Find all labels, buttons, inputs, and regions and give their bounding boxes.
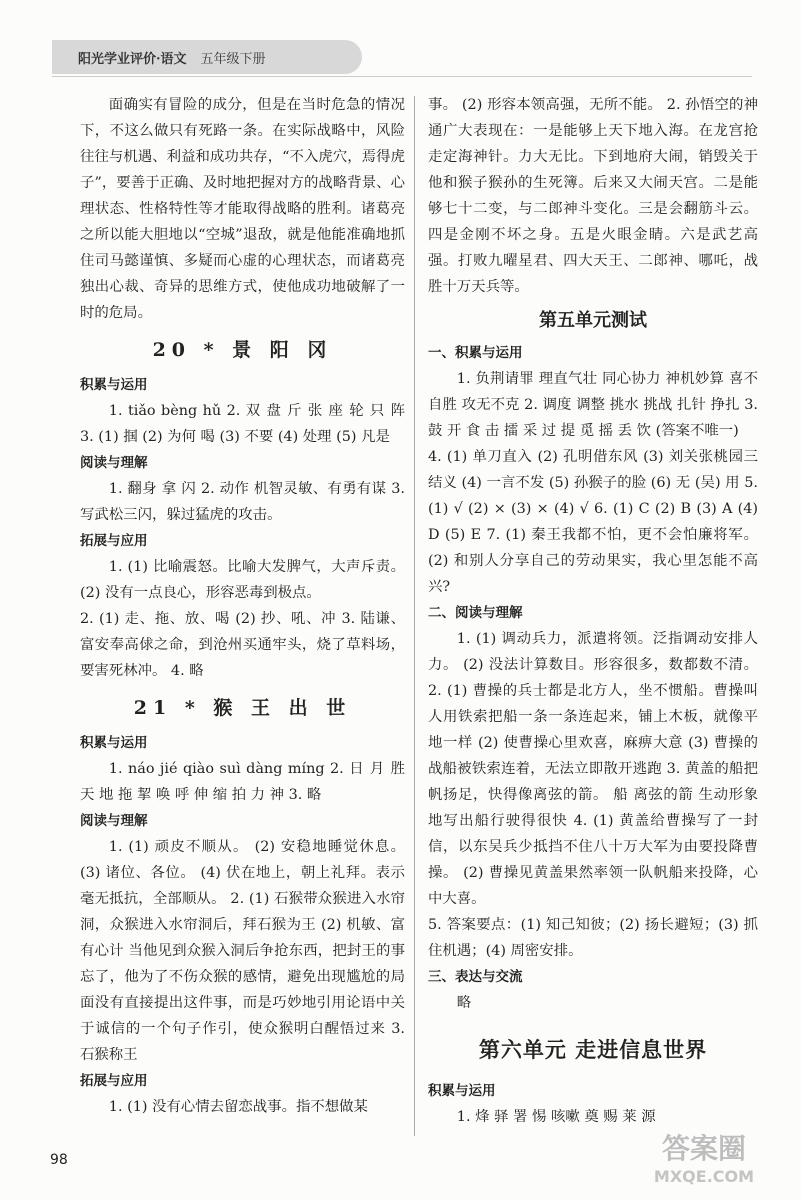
answer-paragraph: 1. 翻身 拿 闪 2. 动作 机智灵敏、有勇有谋 3. 写武松三闪，躲过猛虎的攻击。 xyxy=(80,481,405,523)
answer-paragraph: 事。 (2) 形容本领高强，无所不能。 2. 孙悟空的神通广大表现在：一是能够上天下地入海。在龙宫抢走定海神针。力大无比。下到地府大闹，销毁关于他和猴子猴孙的生死簿。后来又大闹天宫。二是能够七十二变，与二郎神斗变化。三是会翻筋斗云。四是金刚不坏之身。五是火眼金睛。六是武艺高强。打败九曜星君、四大天王、二郎神、哪吒，战胜十万天兵等。 xyxy=(428,97,758,295)
section-heading: 阅读与理解 xyxy=(80,813,148,829)
section-heading: 积累与运用 xyxy=(80,735,148,751)
watermark-text: 答案圈 xyxy=(661,1132,747,1165)
answer-paragraph: 1. (1) 比喻震怒。比喻大发脾气，大声斥责。 (2) 没有一点良心，形容恶毒到极点。 xyxy=(80,559,405,601)
section-heading: 二、阅读与理解 xyxy=(428,605,523,621)
header-rule xyxy=(52,76,752,77)
answer-paragraph: 1. 烽 驿 署 惕 咳嗽 奠 赐 莱 源 xyxy=(456,1109,656,1125)
book-series-title: 阳光学业评价·语文 xyxy=(78,51,187,67)
right-column xyxy=(428,92,758,1130)
page-number: 98 xyxy=(50,1152,68,1168)
section-heading: 积累与运用 xyxy=(428,1083,496,1099)
answer-paragraph: 1. (1) 顽皮不顺从。 (2) 安稳地睡觉休息。 (3) 诸位、各位。 (4) 伏在地上，朝上礼拜。表示毫无抵抗，全部顺从。 2. (1) 石猴带众猴进入水帘洞，众猴进入水帘洞后，拜石猴为王 (2) 机敏、富有心计 当他见到众猴入洞后争抢东西，把封王的事忘了，他为了不伤众猴的感情，避免出现尴尬的局面没有直接提出这件事，而是巧妙地引用论语中关于诚信的一个句子作引，使众猴明白醒悟过来 3. 石猴称王 xyxy=(80,839,405,1063)
answer-paragraph: 略 xyxy=(456,995,472,1011)
answer-paragraph: 1. náo jié qiào suì dàng míng 2. 日 月 胜 天 地 拖 挈 唤 呼 伸 缩 拍 力 神 3. 略 xyxy=(80,761,405,803)
section-heading: 积累与运用 xyxy=(80,377,148,393)
answer-paragraph: 5. 答案要点：(1) 知己知彼；(2) 扬长避短；(3) 抓住机遇；(4) 周密安排。 xyxy=(428,917,758,959)
section-heading: 三、表达与交流 xyxy=(428,969,523,985)
section-heading: 拓展与应用 xyxy=(80,1073,148,1089)
unit-6-title: 第六单元 走进信息世界 xyxy=(478,1037,708,1062)
intro-paragraph: 面确实有冒险的成分，但是在当时危急的情况下，不这么做只有死路一条。在实际战略中，风险往往与机遇、利益和成功共存，“不入虎穴，焉得虎子”，要善于正确、及时地把握对方的战略背景、心理状态、性格特性等才能取得战略的胜利。诸葛亮之所以能大胆地以“空城”退敌，就是他能准确地抓住司马懿谨慎、多疑而心虚的心理状态，而诸葛亮独出心裁、奇异的思维方式，使他成功地破解了一时的危局。 xyxy=(80,97,405,321)
lesson-21-title: 21 * 猴 王 出 世 xyxy=(133,697,352,719)
section-heading: 阅读与理解 xyxy=(80,455,148,471)
unit-5-test-title: 第五单元测试 xyxy=(539,310,647,331)
answer-paragraph: 4. (1) 单刀直入 (2) 孔明借东风 (3) 刘关张桃园三结义 (4) 一言不发 (5) 孙猴子的脸 (6) 无 (吴) 用 5. (1) √ (2) × (3) × (4) √ 6. (1) C (2) B (3) A (4) D (5) E 7. (1) 秦王我都不怕，更不会怕廉将军。 (2) 和别人分享自己的劳动果实，我心里怎能不高兴? xyxy=(428,449,758,595)
answer-paragraph: 2. (1) 走、拖、放、喝 (2) 抄、吼、冲 3. 陆谦、富安奉高俅之命，到沧州买通牢头，烧了草料场，要害死林冲。 4. 略 xyxy=(80,611,405,679)
grade-label: 五年级下册 xyxy=(200,51,266,67)
section-heading: 拓展与应用 xyxy=(80,533,148,549)
answer-paragraph: 1. (1) 调动兵力，派遣将领。泛指调动安排人力。 (2) 没法计算数目。形容很多，数都数不清。 2. (1) 曹操的兵士都是北方人，坐不惯船。曹操叫人用铁索把船一条一条连起来，铺上木板，就像平地一样 (2) 使曹操心里欢喜，麻痹大意 (3) 曹操的战船被铁索连着，无法立即散开逃跑 3. 黄盖的船把帆扬足，快得像离弦的箭。 船 离弦的箭 生动形象地写出船行驶得很快 4. (1) 黄盖给曹操写了一封信，以东吴兵少抵挡不住八十万大军为由要投降曹操。 (2) 曹操见黄盖果然率领一队帆船来投降，心中大喜。 xyxy=(428,631,758,907)
section-heading: 一、积累与运用 xyxy=(428,345,523,361)
lesson-20-title: 20 * 景 阳 冈 xyxy=(152,339,333,361)
column-divider xyxy=(414,96,415,1136)
answer-paragraph: 1. 负荆请罪 理直气壮 同心协力 神机妙算 喜不自胜 攻无不克 2. 调度 调整 挑水 挑战 扎针 挣扎 3. 鼓 开 食 击 擂 采 过 提 觅 摇 丢 饮 (答案不唯一) xyxy=(428,371,758,439)
left-column xyxy=(80,92,405,1120)
answer-paragraph: 1. (1) 没有心情去留恋战事。指不想做某 xyxy=(108,1099,368,1115)
watermark-url: MXQE.COM xyxy=(653,1167,755,1186)
running-header xyxy=(52,40,362,74)
answer-paragraph: 1. tiǎo bèng hǔ 2. 双 盘 斤 张 座 轮 只 阵 3. (1) 掴 (2) 为何 喝 (3) 不要 (4) 处理 (5) 凡是 xyxy=(80,403,405,445)
watermark-logo-icon xyxy=(639,1124,769,1188)
